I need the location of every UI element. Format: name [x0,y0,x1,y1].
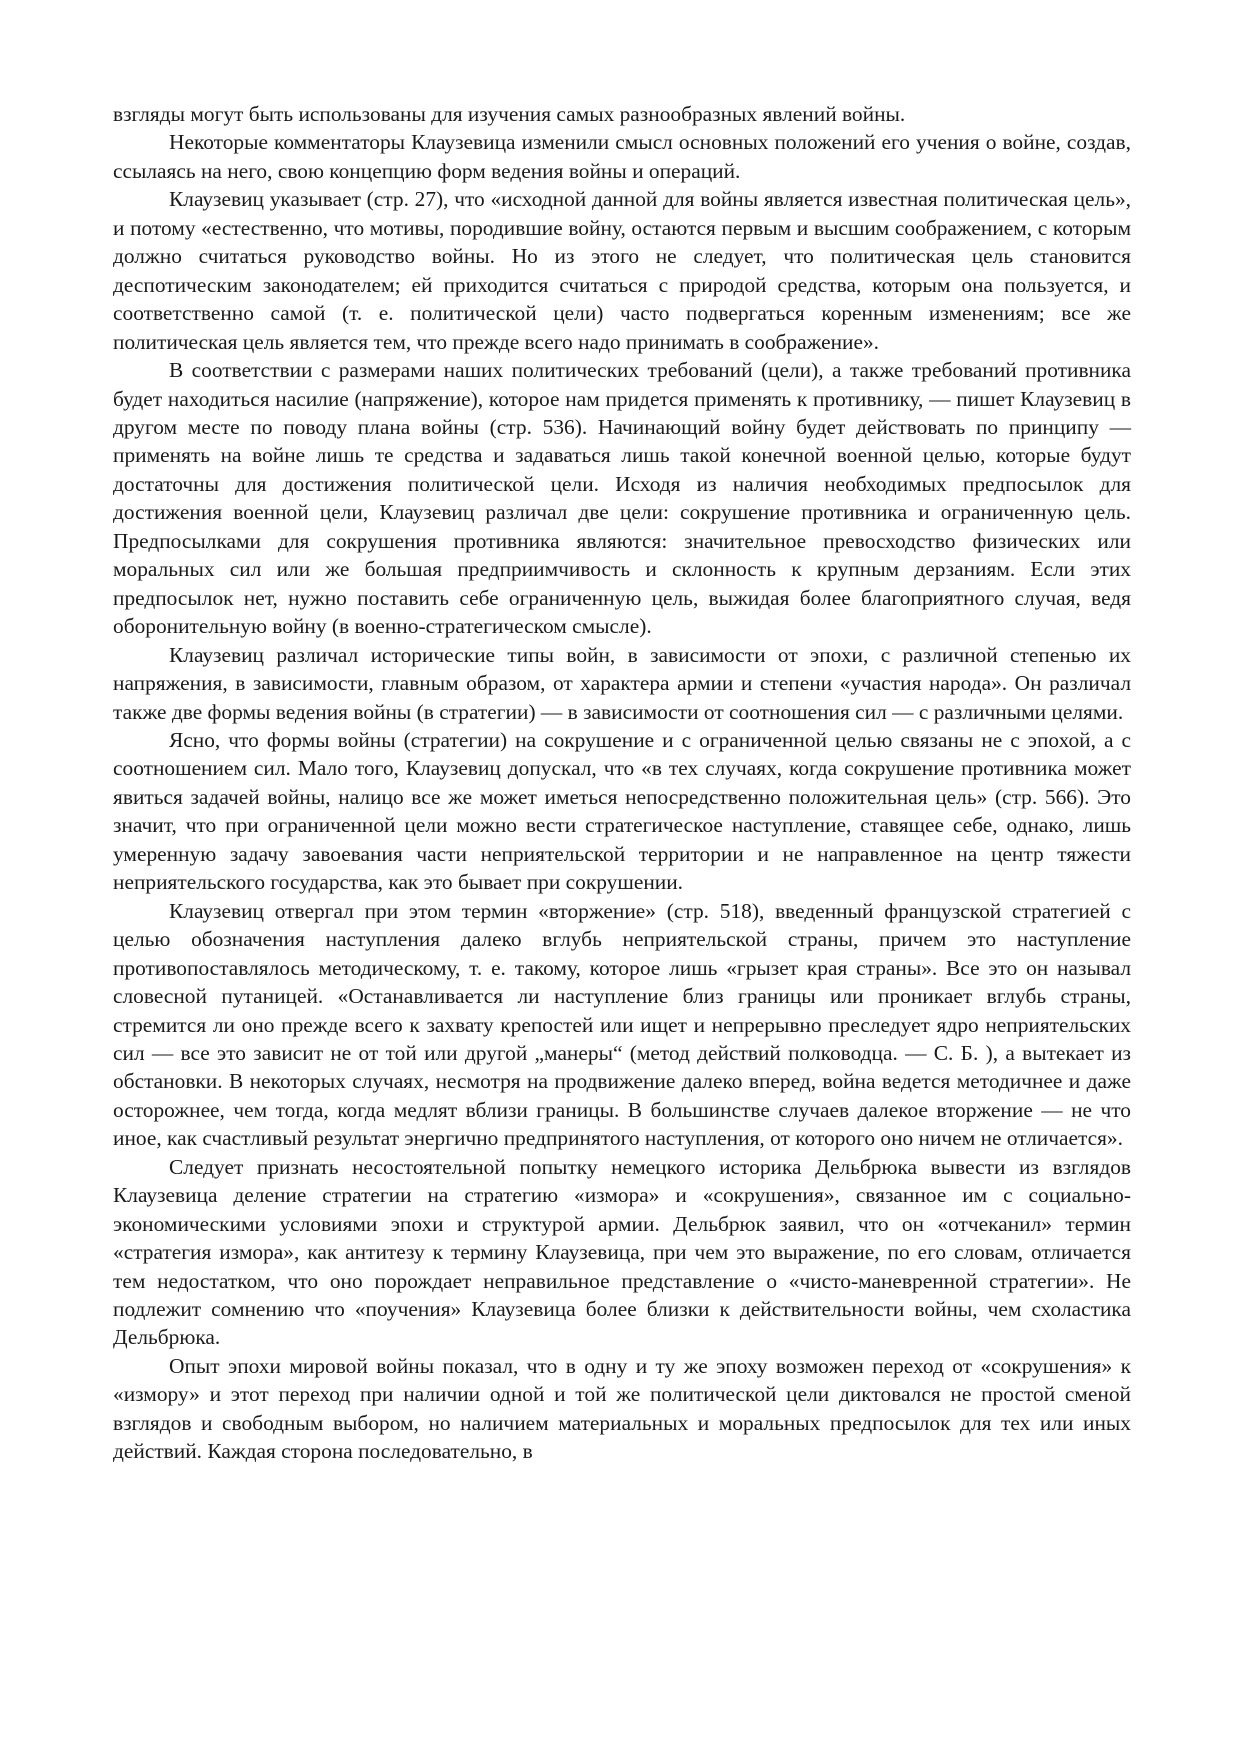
paragraph-world-war: Опыт эпохи мировой войны показал, что в одну и ту же эпоху возможен переход от «сокрушения» к «измору» и этот переход при наличии одной и той же политической цели диктовался не простой сменой взглядов и свободным выбором, но наличием материальных и моральных предпосылок для тех или иных действий. Каждая сторона последовательно, в [113,1353,1131,1464]
paragraph-continuation: взгляды могут быть использованы для изучения самых разнообразных явлений войны. [113,102,906,126]
document-page [113,100,1131,1466]
paragraph-commentators: Некоторые комментаторы Клаузевица изменили смысл основных положений его учения о войне, создав, ссылаясь на него, свою концепцию форм ведения войны и операций. [113,130,1131,183]
paragraph-war-plan: В соответствии с размерами наших политических требований (цели), а также требований противника будет находиться насилие (напряжение), которое нам придется применять к противнику, — пишет Клаузевиц в другом месте по поводу плана войны (стр. 536). Начинающий войну будет действовать по принципу — применять на войне лишь те средства и задаваться лишь такой конечной военной целью, которые будут достаточны для достижения политической цели. Исходя из наличия необходимых предпосылок для достижения военной цели, Клаузевиц различал две цели: сокрушение противника и ограниченную цель. Предпосылками для сокрушения противника являются: значительное превосходство физических или моральных сил или же большая предприимчивость и склонность к крупным дерзаниям. Если этих предпосылок нет, нужно поставить себе ограниченную цель, выжидая более благоприятного случая, ведя оборонительную войну (в военно-стратегическом смысле). [113,358,1131,639]
paragraph-historical-types: Клаузевиц различал исторические типы войн, в зависимости от эпохи, с различной степенью их напряжения, в зависимости, главным образом, от характера армии и степени «участия народа». Он различал также две формы ведения войны (в стратегии) — в зависимости от соотношения сил — с различными целями. [113,642,1131,724]
paragraph-delbruck: Следует признать несостоятельной попытку немецкого историка Дельбрюка вывести из взглядов Клаузевица деление стратегии на стратегию «измора» и «сокрушения», связанное им с социально-экономическими условиями эпохи и структурой армии. Дельбрюк заявил, что он «отчеканил» термин «стратегия измора», как антитезу к термину Клаузевица, при чем это выражение, по его словам, отличается тем недостатком, что оно порождает неправильное представление о «чисто-маневренной стратегии». Не подлежит сомнению что «поучения» Клаузевица более близки к действительности войны, чем схоластика Дельбрюка. [113,1154,1131,1350]
paragraph-invasion: Клаузевиц отвергал при этом термин «вторжение» (стр. 518), введенный французской стратегией с целью обозначения наступления далеко вглубь неприятельской страны, причем это наступление противопоставлялось методическому, т. е. такому, которое лишь «грызет края страны». Все это он называл словесной путаницей. «Останавливается ли наступление близ границы или проникает вглубь страны, стремится ли оно прежде всего к захвату крепостей или ищет и непрерывно преследует ядро неприятельских сил — все это зависит не от той или другой „манеры“ (метод действий полководца. — С. Б. ), а вытекает из обстановки. В некоторых случаях, несмотря на продвижение далеко вперед, война ведется методичнее и даже осторожнее, чем тогда, когда медлят вблизи границы. В большинстве случаев далекое вторжение — не что иное, как счастливый результат энергично предпринятого наступления, от которого оно ничем не отличается». [113,898,1131,1151]
paragraph-forms-of-war: Ясно, что формы войны (стратегии) на сокрушение и с ограниченной целью связаны не с эпохой, а с соотношением сил. Мало того, Клаузевиц допускал, что «в тех случаях, когда сокрушение противника может явиться задачей войны, налицо все же может иметься непосредственно положительная цель» (стр. 566). Это значит, что при ограниченной цели можно вести стратегическое наступление, ставящее себе, однако, лишь умеренную задачу завоевания части неприятельской территории и не направленное на центр тяжести неприятельского государства, как это бывает при сокрушении. [113,727,1131,895]
paragraph-political-aim: Клаузевиц указывает (стр. 27), что «исходной данной для войны является известная политическая цель», и потому «естественно, что мотивы, породившие войну, остаются первым и высшим соображением, с которым должно считаться руководство войны. Но из этого не следует, что политическая цель становится деспотическим законодателем; ей приходится считаться с природой средства, которым она пользуется, и соответственно самой (т. е. политической цели) часто подвергаться коренным изменениям; все же политическая цель является тем, что прежде всего надо принимать в соображение». [113,187,1131,354]
